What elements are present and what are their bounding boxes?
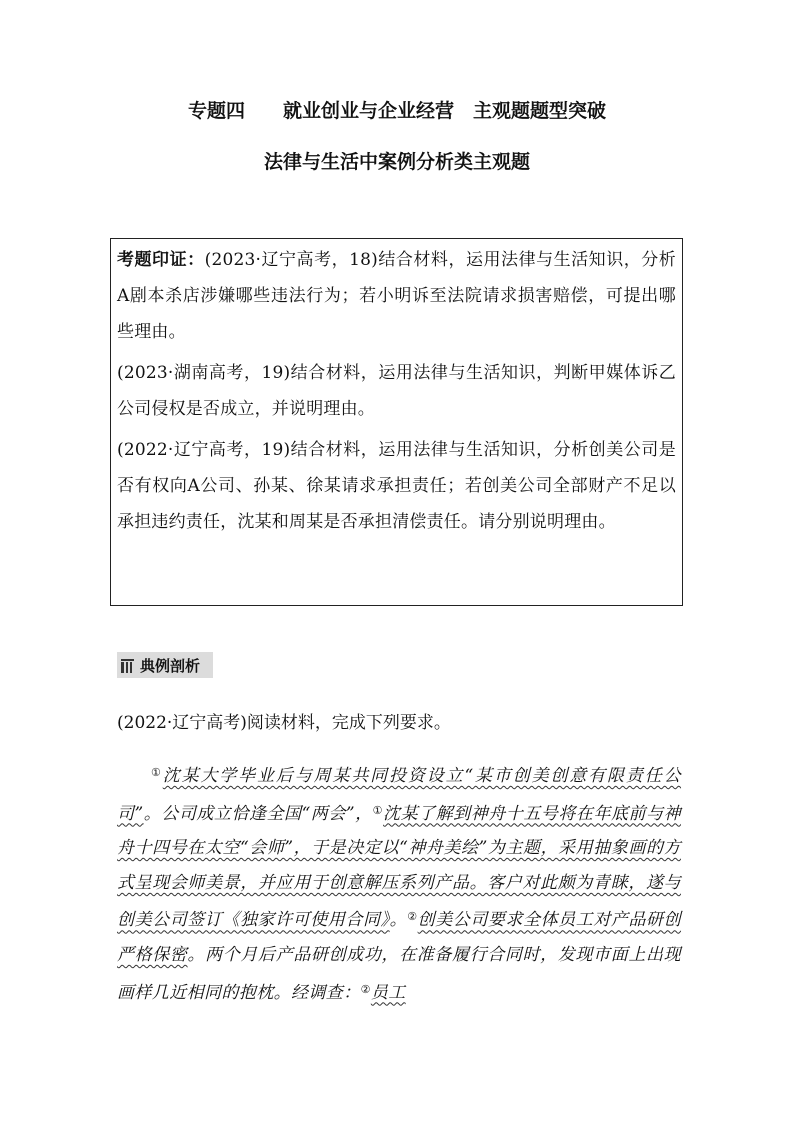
case-material: [117, 756, 681, 1010]
highlighted-text: 沈某了解到神舟十五号将在年底前与神舟十四号在太空“会师”，于是决定以“神舟美绘”为主题，采用抽象画的方式呈现会师美景，并应用于创意解压系列产品。客户对此颇为青睐，遂与创美公司签订《独家许可使用合同》: [117, 803, 681, 931]
exam-evidence-item: (2023·湖南高考，19)结合材料，运用法律与生活知识，判断甲媒体诉乙公司侵权是否成立，并说明理由。: [117, 363, 676, 419]
exam-evidence-box: [110, 238, 683, 606]
exam-evidence-text: (2023·辽宁高考，18)结合材料，运用法律与生活知识，分析A剧本杀店涉嫌哪些违法行为；若小明诉至法院请求损害赔偿，可提出哪些理由。: [117, 250, 677, 342]
section-header: [117, 652, 213, 678]
page-subtitle: 法律与生活中案例分析类主观题: [263, 151, 530, 173]
section-marker-icon: [121, 658, 134, 672]
circled-number-marker: ①: [372, 803, 384, 817]
exam-evidence-item: [117, 242, 676, 350]
circled-number-marker: ①: [151, 766, 163, 779]
highlighted-text: 创美公司要求全体员工对产品研创严格保密: [117, 910, 682, 965]
section-title: 典例剖析: [140, 656, 201, 675]
question-source: (2022·辽宁高考)阅读材料，完成下列要求。: [117, 713, 451, 733]
page-title: 专题四 就业创业与企业经营 主观题题型突破: [187, 100, 606, 122]
plain-text: 。公司成立恰逢全国“两会”，: [143, 803, 373, 824]
highlighted-text: 沈某大学毕业后与周某共同投资设立“某市创美创意有限责任公司”: [117, 766, 682, 824]
plain-text: 。两个月后产品研创成功，在准备履行合同时，发现市面上出现画样几近相同的抱枕。经调查：: [117, 944, 681, 1003]
plain-text: 。: [389, 910, 408, 931]
circled-number-marker: ②: [360, 982, 371, 996]
highlighted-text: 员工: [370, 982, 406, 1003]
exam-evidence-label: 考题印证：: [117, 250, 205, 270]
exam-evidence-item: (2022·辽宁高考，19)结合材料，运用法律与生活知识，分析创美公司是否有权向A公司、孙某、徐某请求承担责任；若创美公司全部财产不足以承担违约责任，沈某和周某是否承担清偿责任。请分别说明理由。: [117, 440, 676, 532]
circled-number-marker: ②: [407, 910, 418, 924]
